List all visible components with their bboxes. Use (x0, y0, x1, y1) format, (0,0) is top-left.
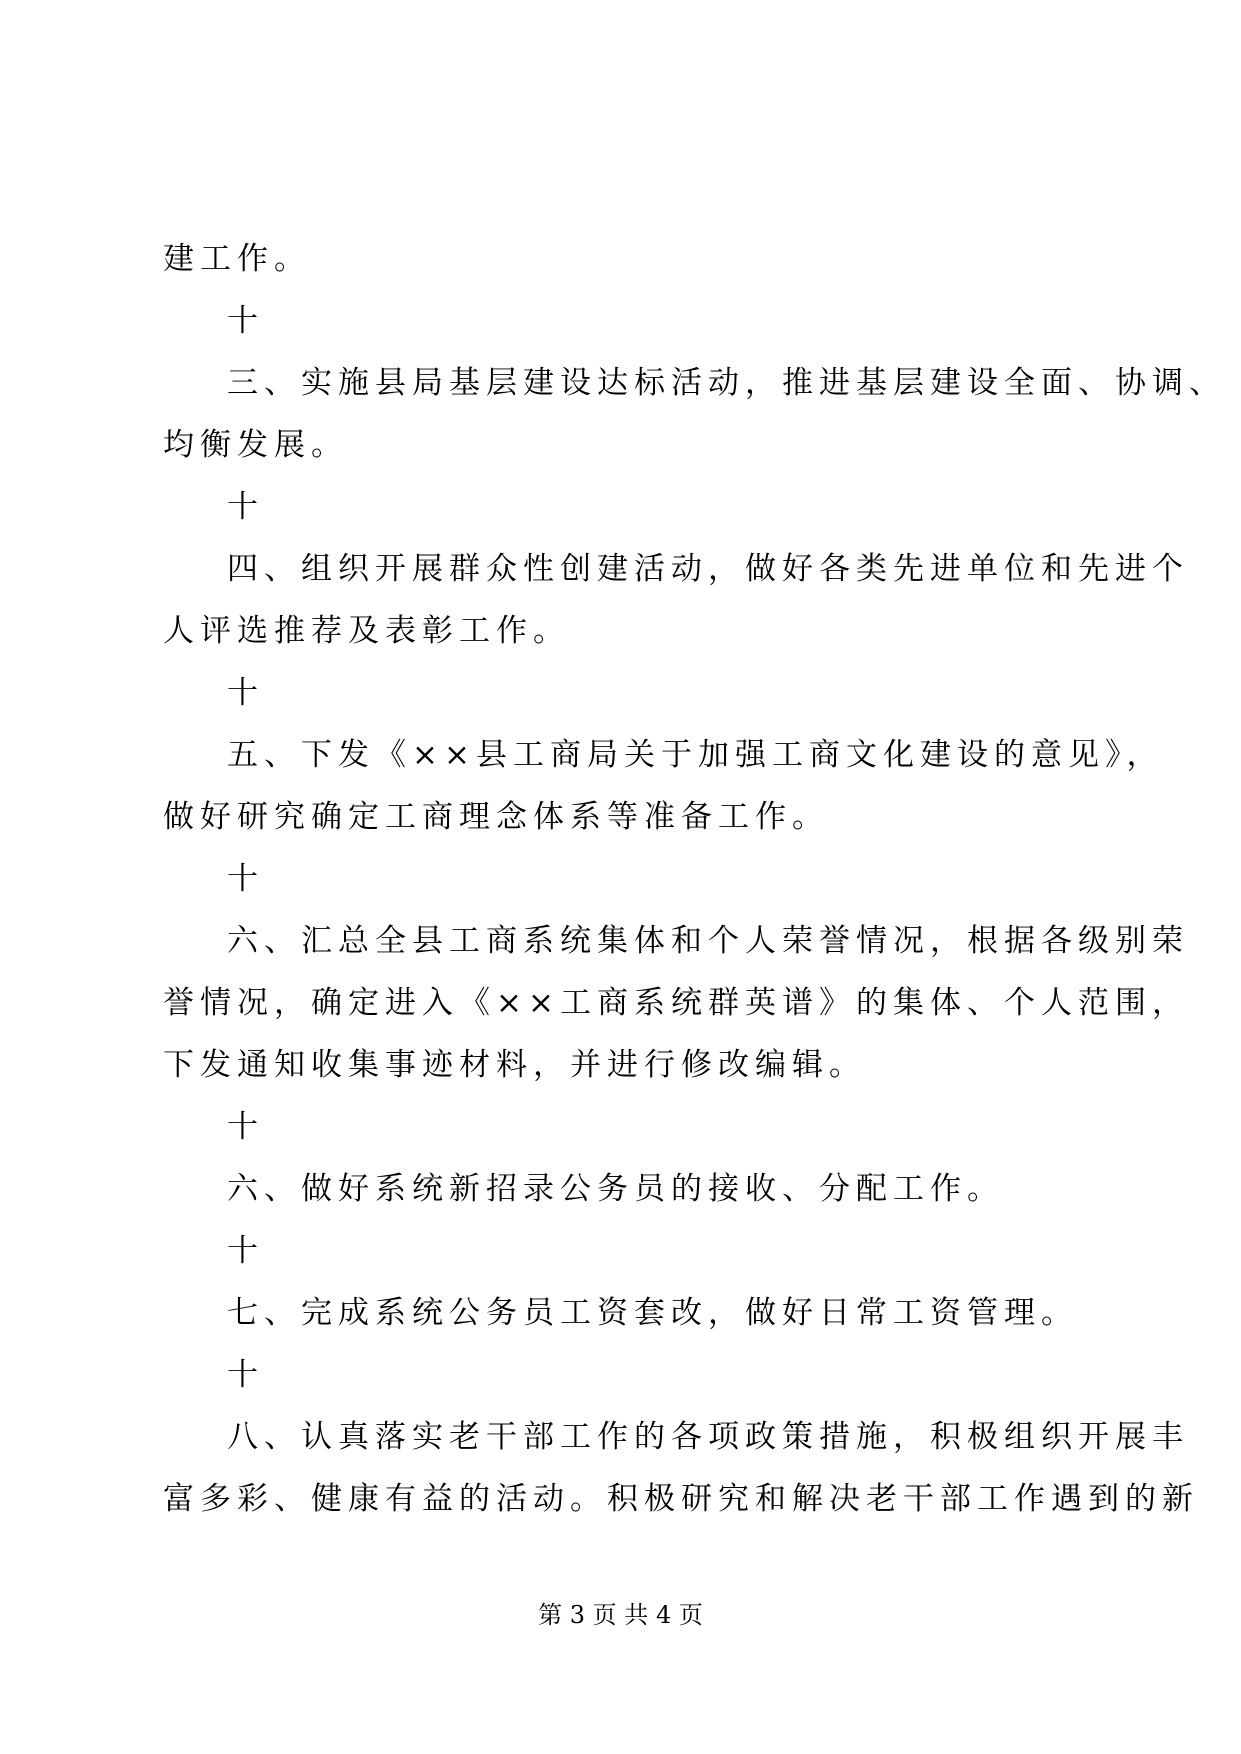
text-line: 十 (227, 1357, 264, 1393)
text-line: 下发通知收集事迹材料，并进行修改编辑。 (163, 1047, 866, 1083)
text-line: 十 (227, 861, 264, 897)
text-line: 六、汇总全县工商系统集体和个人荣誉情况，根据各级别荣 (227, 923, 1189, 959)
text-line: 十 (227, 303, 264, 339)
text-line: 五、下发《××县工商局关于加强工商文化建设的意见》， (227, 737, 1164, 773)
text-line: 十 (227, 1233, 264, 1269)
text-line: 十 (227, 489, 264, 525)
page-footer: 第 3 页 共 4 页 (538, 1601, 703, 1629)
text-line: 十 (227, 1109, 264, 1145)
text-line: 七、完成系统公务员工资套改，做好日常工资管理。 (227, 1295, 1078, 1331)
text-line: 十 (227, 675, 264, 711)
text-line: 八、认真落实老干部工作的各项政策措施，积极组织开展丰 (227, 1419, 1189, 1455)
text-line: 均衡发展。 (163, 427, 348, 463)
text-line: 富多彩、健康有益的活动。积极研究和解决老干部工作遇到的新 (163, 1481, 1199, 1517)
text-line: 人评选推荐及表彰工作。 (163, 613, 570, 649)
text-line: 做好研究确定工商理念体系等准备工作。 (163, 799, 829, 835)
document-body (163, 228, 1226, 1530)
text-line: 建工作。 (163, 241, 311, 277)
text-line: 六、做好系统新招录公务员的接收、分配工作。 (227, 1171, 1004, 1207)
text-line: 三、实施县局基层建设达标活动，推进基层建设全面、协调、 (227, 365, 1226, 401)
text-line: 誉情况，确定进入《××工商系统群英谱》的集体、个人范围， (163, 985, 1189, 1021)
text-line: 四、组织开展群众性创建活动，做好各类先进单位和先进个 (227, 551, 1189, 587)
